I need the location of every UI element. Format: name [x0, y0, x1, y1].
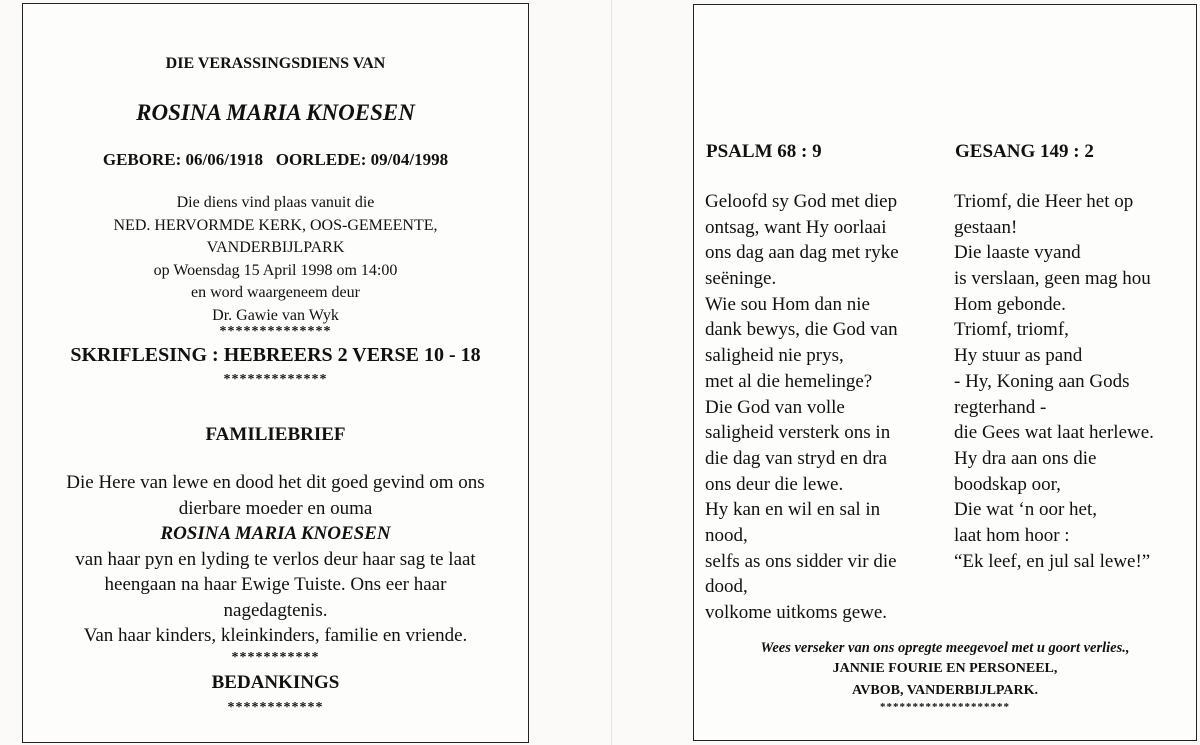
psalm-line: dood,	[705, 576, 748, 598]
hymn-line: Hy dra aan ons die	[954, 447, 1097, 469]
hymn-line: Hy stuur as pand	[954, 345, 1083, 367]
hymn-line: is verslaan, geen mag hou	[954, 268, 1151, 290]
psalm-line: nood,	[705, 524, 748, 546]
born-label: GEBORE:	[102, 150, 182, 169]
psalm-line: ons dag aan dag met ryke	[705, 242, 899, 264]
born-date: 06/06/1918	[185, 150, 263, 169]
psalm-line: dank bewys, die God van	[705, 319, 898, 341]
thanks-title: BEDANKINGS	[211, 672, 340, 693]
company-line: AVBOB, VANDERBIJLPARK.	[851, 683, 1039, 698]
hymn-line: Triomf, triomf,	[954, 319, 1069, 341]
psalm-line: selfs as ons sidder vir die	[705, 550, 897, 572]
star-divider: ********************	[880, 701, 1010, 713]
hymn-line: Triomf, die Heer het op	[954, 191, 1134, 212]
fold-line	[611, 0, 612, 745]
hymn-line: regterhand -	[954, 396, 1047, 418]
hymn-line: boodskap oor,	[954, 473, 1061, 495]
condolence-message: Wees verseker van ons opregte meegevoel met u goort verlies.,	[760, 640, 1130, 656]
psalm-line: Geloofd sy God met diep	[705, 191, 898, 212]
hymn-line: Hom gebonde.	[954, 293, 1066, 315]
service-line: VANDERBIJLPARK	[206, 239, 345, 256]
dates-line	[23, 150, 528, 170]
left-page	[22, 3, 529, 743]
psalm-line: Wie sou Hom dan nie	[705, 293, 870, 315]
family-letter-text	[23, 470, 528, 649]
family-line: heengaan na haar Ewige Tuiste. Ons eer haar	[104, 574, 447, 595]
hymn-line: laat hom hoor :	[954, 524, 1070, 546]
psalm-line: saligheid versterk ons in	[705, 422, 891, 444]
psalm-line: ontsag, want Hy oorlaai	[705, 216, 887, 238]
psalm-line: Die God van volle	[705, 396, 845, 418]
family-line: dierbare moeder en ouma	[178, 497, 373, 519]
psalm-line: seëninge.	[705, 268, 777, 290]
service-line: en word waargeneem deur	[191, 284, 360, 301]
family-line: nagedagtenis.	[223, 599, 328, 621]
hymn-verse	[954, 189, 1154, 574]
died-label: OORLEDE:	[275, 150, 367, 169]
family-line: van haar pyn en lyding te verlos deur haar sag te laat	[75, 548, 476, 570]
service-line: op Woensdag 15 April 1998 om 14:00	[153, 261, 398, 279]
star-divider: ************	[227, 700, 324, 715]
hymn-line: gestaan!	[954, 216, 1018, 238]
star-divider: *************	[223, 372, 328, 387]
star-divider: **************	[219, 324, 332, 339]
psalm-line: ons deur die lewe.	[705, 473, 844, 495]
family-letter-title: FAMILIEBRIEF	[205, 424, 346, 445]
psalm-line: die dag van stryd en dra	[705, 447, 888, 469]
psalm-title: PSALM 68 : 9	[706, 141, 822, 162]
service-line: Die diens vind plaas vanuit die	[176, 194, 375, 211]
deceased-name: ROSINA MARIA KNOESEN	[136, 100, 415, 125]
service-details	[23, 192, 528, 327]
star-divider: ***********	[231, 650, 320, 665]
scripture-reading: SKRIFLESING : HEBREERS 2 VERSE 10 - 18	[70, 344, 481, 366]
right-page	[693, 4, 1197, 741]
hymn-line: die Gees wat laat herlewe.	[954, 422, 1154, 444]
psalm-line: Hy kan en wil en sal in	[705, 499, 881, 521]
company-line: JANNIE FOURIE EN PERSONEEL,	[832, 661, 1058, 676]
hymn-title: GESANG 149 : 2	[955, 141, 1094, 162]
service-header: DIE VERASSINGSDIENS VAN	[165, 55, 386, 72]
hymn-line: Die laaste vyand	[954, 242, 1081, 264]
died-date: 09/04/1998	[370, 150, 449, 169]
psalm-line: volkome uitkoms gewe.	[705, 602, 888, 623]
psalm-line: saligheid nie prys,	[705, 345, 844, 367]
psalm-verse	[705, 189, 899, 626]
service-line: Dr. Gawie van Wyk	[212, 306, 339, 324]
hymn-line: - Hy, Koning aan Gods	[954, 370, 1130, 392]
service-line: NED. HERVORMDE KERK, OOS-GEMEENTE,	[113, 216, 438, 234]
hymn-line: “Ek leef, en jul sal lewe!”	[954, 550, 1151, 572]
family-line: Van haar kinders, kleinkinders, familie en vriende.	[83, 625, 468, 646]
family-line: Die Here van lewe en dood het dit goed gevind om ons	[66, 472, 485, 493]
psalm-line: met al die hemelinge?	[705, 370, 873, 392]
family-letter-name: ROSINA MARIA KNOESEN	[160, 523, 391, 544]
hymn-line: Die wat ‘n oor het,	[954, 499, 1097, 521]
